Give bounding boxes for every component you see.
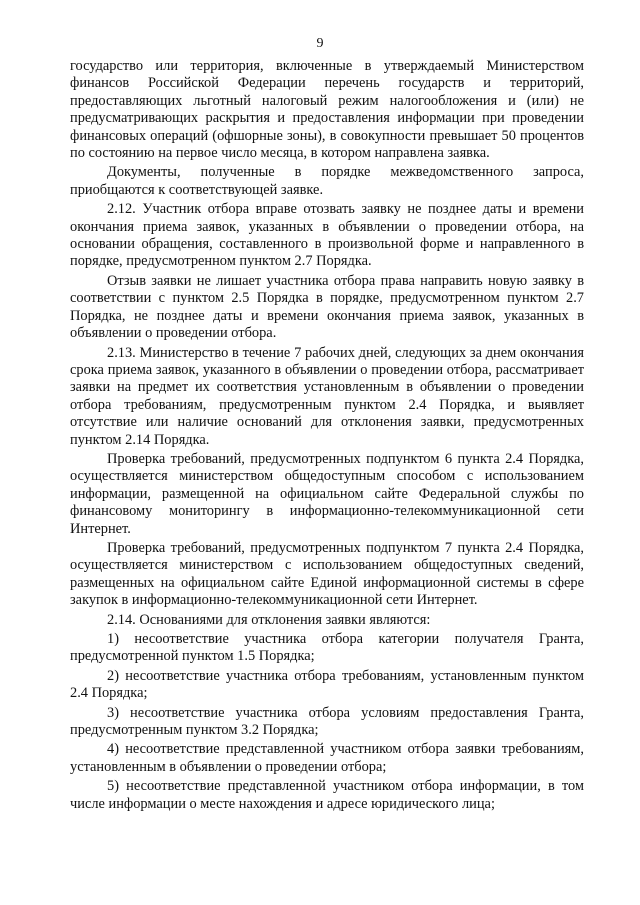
- list-item-1: 1) несоответствие участника отбора категории получателя Гранта, предусмотренной пунктом 1.5 Порядка;: [70, 631, 584, 665]
- document-body: [70, 58, 584, 815]
- paragraph-documents-attached: Документы, полученные в порядке межведомственного запроса, приобщаются к соответствующей заявке.: [70, 164, 584, 198]
- list-item-3: 3) несоответствие участника отбора условиям предоставления Гранта, предусмотренным пунктом 3.2 Порядка;: [70, 704, 584, 739]
- page-number: 9: [316, 36, 324, 51]
- paragraph-withdrawal: Отзыв заявки не лишает участника отбора права направить новую заявку в соответствии с пунктом 2.5 Порядка в порядке, предусмотренном пунктом 2.7 Порядка, не позднее даты и времени окончания приема заявок, указанных в объявлении о проведении отбора.: [70, 272, 584, 342]
- paragraph-2-14: 2.14. Основаниями для отклонения заявки являются:: [107, 611, 431, 628]
- list-item-2: 2) несоответствие участника отбора требованиям, установленным пунктом 2.4 Порядка;: [70, 667, 584, 702]
- paragraph-check-subpoint-7: Проверка требований, предусмотренных подпунктом 7 пункта 2.4 Порядка, осуществляется министерством с использованием общедоступных сведений, размещенных на официальном сайте Единой информационной системы в сфере закупок в информационно-телекоммуникационной сети Интернет.: [70, 539, 584, 609]
- list-item-4: 4) несоответствие представленной участником отбора заявки требованиям, установленным в объявлении о проведении отбора;: [70, 741, 584, 775]
- paragraph-continuation: государство или территория, включенные в утверждаемый Министерством финансов Российской Федерации перечень государств и территорий, предоставляющих льготный налоговый режим налогообложения и (или) не предусматривающих раскрытия и предоставления информации при проведении финансовых операций (офшорные зоны), в совокупности превышает 50 процентов по состоянию на первое число месяца, в котором направлена заявка.: [70, 58, 584, 162]
- paragraph-2-13: 2.13. Министерство в течение 7 рабочих дней, следующих за днем окончания срока приема заявок, указанного в объявлении о проведении отбора, рассматривает заявки на предмет их соответствия установленным в объявлении о проведении отбора требованиям, предусмотренным пунктом 2.4 Порядка, и выявляет отсутствие или наличие оснований для отклонения заявки, предусмотренных пунктом 2.14 Порядка.: [70, 344, 584, 448]
- list-item-5: 5) несоответствие представленной участником отбора информации, в том числе информации о месте нахождения и адресе юридического лица;: [70, 778, 584, 812]
- paragraph-2-12: 2.12. Участник отбора вправе отозвать заявку не позднее даты и времени окончания приема заявок, указанных в объявлении о проведении отбора, на основании обращения, составленного в произвольной форме и направленного в порядке, предусмотренном пунктом 2.7 Порядка.: [70, 201, 584, 270]
- paragraph-check-subpoint-6: Проверка требований, предусмотренных подпунктом 6 пункта 2.4 Порядка, осуществляется министерством общедоступным способом с использованием информации, размещенной на официальном сайте Федеральной службы по финансовому мониторингу в информационно-телекоммуникационной сети Интернет.: [70, 450, 584, 537]
